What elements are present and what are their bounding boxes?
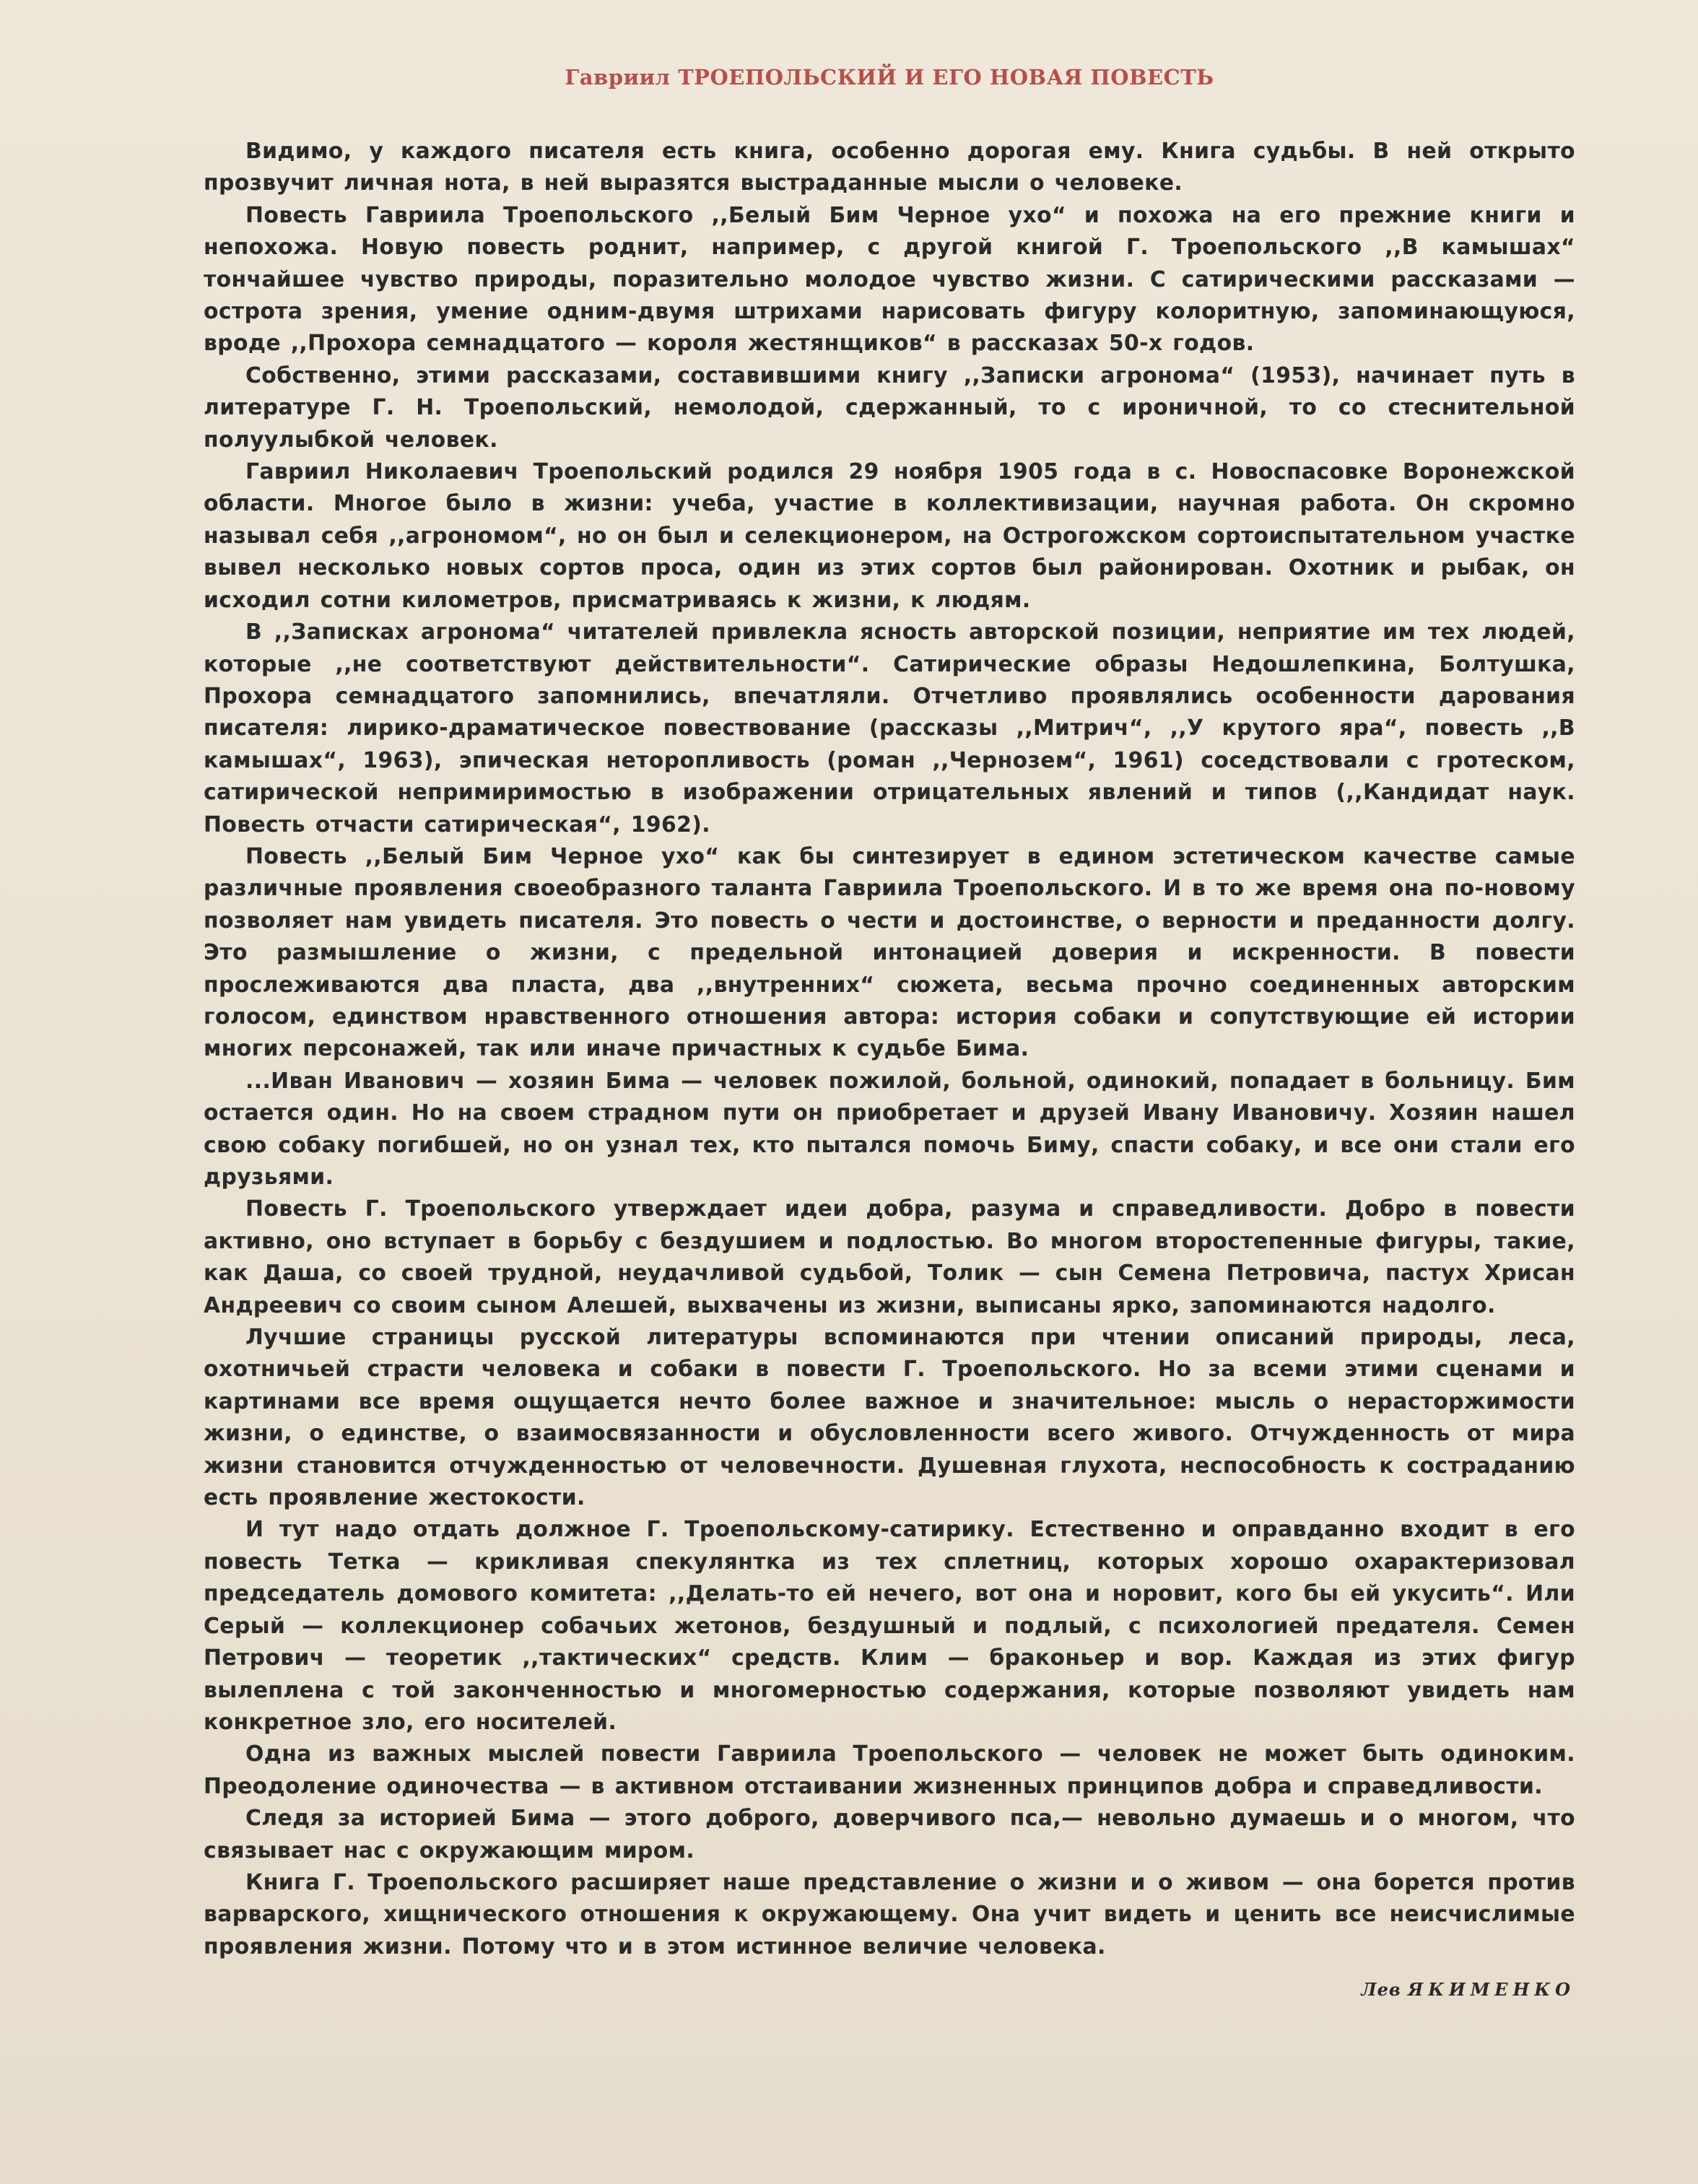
- author-first-name: Лев: [1361, 1979, 1401, 2001]
- paragraph-1: Видимо, у каждого писателя есть книга, особенно дорогая ему. Книга судьбы. В ней открыто прозвучит личная нота, в ней выразятся выстраданные мысли о человеке.: [204, 139, 1575, 196]
- article-title: Гавриил ТРОЕПОЛЬСКИЙ И ЕГО НОВАЯ ПОВЕСТЬ: [565, 65, 1214, 90]
- paragraph-2: Повесть Гавриила Троепольского ,,Белый Бим Черное ухо“ и похожа на его прежние книги и непохожа. Новую повесть роднит, например, с другой книгой Г. Троепольского ,,В камышах“ тончайшее чувство природы, поразительно молодое чувство жизни. С сатирическими рассказами — острота зрения, умение одним-двумя штрихами нарисовать фигуру колоритную, запоминающуюся, вроде ,,Прохора семнадцатого — короля жестянщиков“ в рассказах 50-х годов.: [204, 202, 1575, 357]
- paragraph-6: Повесть ,,Белый Бим Черное ухо“ как бы синтезирует в едином эстетическом качестве самые различные проявления своеобразного таланта Гавриила Троепольского. И в то же время она по-новому позволяет нам увидеть писателя. Это повесть о чести и достоинстве, о верности и преданности долгу. Это размышление о жизни, с предельной интонацией доверия и искренности. В повести прослеживаются два пласта, два ,,внутренних“ сюжета, весьма прочно соединенных авторским голосом, единством нравственного отношения автора: история собаки и сопутствующие ей истории многих персонажей, так или иначе причастных к судьбе Бима.: [204, 843, 1575, 1062]
- paragraph-11: Одна из важных мыслей повести Гавриила Троепольского — человек не может быть одиноким. Преодоление одиночества — в активном отстаивании жизненных принципов добра и справедливости.: [204, 1741, 1575, 1799]
- paragraph-3: Собственно, этими рассказами, составившими книгу ,,Записки агронома“ (1953), начинает путь в литературе Г. Н. Троепольский, немолодой, сдержанный, то с ироничной, то со стеснительной полуулыбкой человек.: [204, 362, 1575, 453]
- article: [204, 52, 1575, 2000]
- paragraph-10: И тут надо отдать должное Г. Троепольскому-сатирику. Естественно и оправданно входит в его повесть Тетка — крикливая спекулянтка из тех сплетниц, которых хорошо охарактеризовал председатель домового комитета: ,,Делать-то ей нечего, вот она и норовит, кого бы ей укусить“. Или Серый — коллекционер собачьих жетонов, бездушный и подлый, с психологией предателя. Семен Петрович — теоретик ,,тактических“ средств. Клим — браконьер и вор. Каждая из этих фигур вылеплена с той законченностью и многомерностью содержания, которые позволяют увидеть нам конкретное зло, его носителей.: [204, 1517, 1575, 1735]
- paragraph-4: Гавриил Николаевич Троепольский родился 29 ноября 1905 года в с. Новоспасовке Воронежской области. Многое было в жизни: учеба, участие в коллективизации, научная работа. Он скромно называл себя ,,агрономом“, но он был и селекционером, на Острогожском сортоиспытательном участке вывел несколько новых сортов проса, один из этих сортов был районирован. Охотник и рыбак, он исходил сотни километров, присматриваясь к жизни, к людям.: [204, 459, 1575, 613]
- paragraph-8: Повесть Г. Троепольского утверждает идеи добра, разума и справедливости. Добро в повести активно, оно вступает в борьбу с бездушием и подлостью. Во многом второстепенные фигуры, такие, как Даша, со своей трудной, неудачливой судьбой, Толик — сын Семена Петровича, пастух Хрисан Андреевич со своим сыном Алешей, выхвачены из жизни, выписаны ярко, запоминаются надолго.: [204, 1196, 1575, 1318]
- author-signature: [204, 1979, 1575, 2000]
- paragraph-9: Лучшие страницы русской литературы вспоминаются при чтении описаний природы, леса, охотничьей страсти человека и собаки в повести Г. Троепольского. Но за всеми этими сценами и картинами все время ощущается нечто более важное и значительное: мысль о нерасторжимости жизни, о единстве, о взаимосвязанности и обусловленности всего живого. Отчужденность от мира жизни становится отчужденностью от человечности. Душевная глухота, неспособность к состраданию есть проявление жестокости.: [204, 1325, 1575, 1511]
- paragraph-12: Следя за историей Бима — этого доброго, доверчивого пса,— невольно думаешь и о многом, что связывает нас с окружающим миром.: [204, 1806, 1575, 1863]
- paragraph-5: В ,,Записках агронома“ читателей привлекла ясность авторской позиции, неприятие им тех людей, которые ,,не соответствуют действительности“. Сатирические образы Недошлепкина, Болтушка, Прохора семнадцатого запомнились, впечатляли. Отчетливо проявлялись особенности дарования писателя: лирико-драматическое повествование (рассказы ,,Митрич“, ,,У крутого яра“, повесть ,,В камышах“, 1963), эпическая неторопливость (роман ,,Чернозем“, 1961) соседствовали с гротеском, сатирической непримиримостью в изображении отрицательных явлений и типов (,,Кандидат наук. Повесть отчасти сатирическая“, 1962).: [204, 619, 1575, 838]
- author-surname: ЯКИМЕНКО: [1408, 1979, 1575, 2001]
- paragraph-7: ...Иван Иванович — хозяин Бима — человек пожилой, больной, одинокий, попадает в больницу. Бим остается один. Но на своем страдном пути он приобретает и друзей Ивану Ивановичу. Хозяин нашел свою собаку погибшей, но он узнал тех, кто пытался помочь Биму, спасти собаку, и все они стали его друзьями.: [204, 1068, 1575, 1190]
- paragraph-13: Книга Г. Троепольского расширяет наше представление о жизни и о живом — она борется против варварского, хищнического отношения к окружающему. Она учит видеть и ценить все неисчислимые проявления жизни. Потому что и в этом истинное величие человека.: [204, 1869, 1575, 1959]
